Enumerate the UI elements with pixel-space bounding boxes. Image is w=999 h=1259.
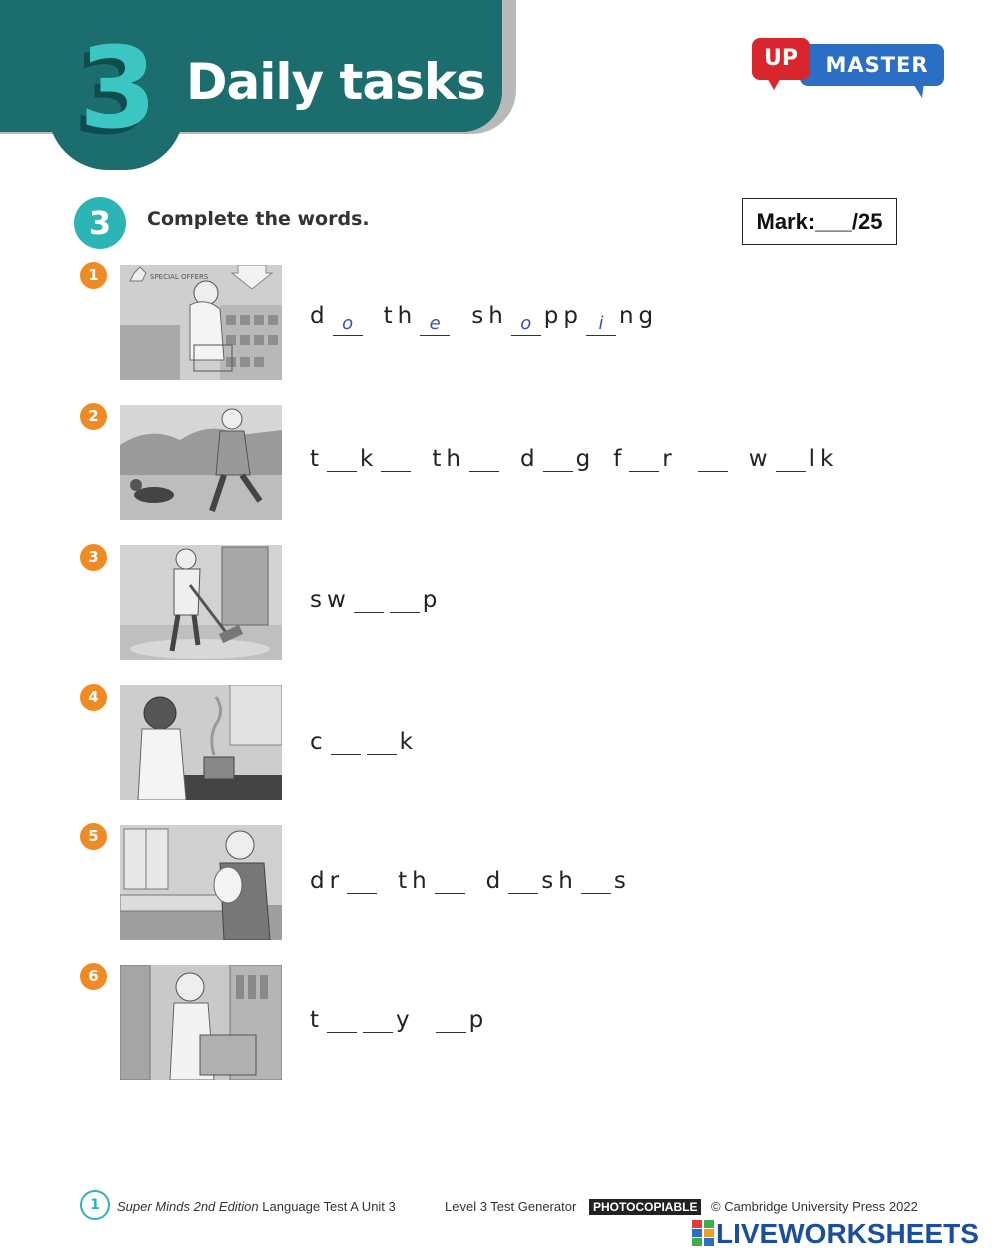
liveworksheets-watermark	[692, 1218, 979, 1250]
answer-gap[interactable]	[381, 445, 411, 472]
up-master-logo	[748, 36, 948, 102]
photocopiable-badge: PHOTOCOPIABLE	[589, 1199, 701, 1215]
letters: th	[432, 446, 466, 472]
answer-gap[interactable]	[629, 445, 659, 472]
answer-gap[interactable]	[581, 867, 611, 894]
page-number: 1	[80, 1190, 110, 1220]
letters: c	[310, 729, 328, 755]
answer-gap[interactable]	[327, 1006, 357, 1033]
answer-gap[interactable]	[363, 1006, 393, 1033]
letters: s	[613, 868, 631, 894]
answer: o	[520, 313, 532, 334]
unit-number: 3	[79, 24, 157, 154]
page-title: Daily tasks	[186, 53, 485, 111]
word-item-3	[310, 586, 442, 613]
liveworksheets-label: LIVEWORKSHEETS	[716, 1218, 979, 1249]
answer-gap[interactable]	[776, 445, 806, 472]
word-item-2	[310, 445, 838, 472]
letters: k	[360, 446, 379, 472]
mark-box[interactable]: Mark:___/25	[742, 198, 897, 245]
logo-master-label: MASTER	[800, 44, 944, 86]
answer-gap[interactable]	[327, 445, 357, 472]
word-item-6	[310, 1006, 488, 1033]
letters: th	[398, 868, 432, 894]
word-item-5	[310, 867, 631, 894]
footer-copyright: © Cambridge University Press 2022	[711, 1199, 918, 1214]
item-number: 3	[80, 544, 107, 571]
footer-generator: Level 3 Test Generator	[445, 1199, 577, 1214]
letters: y	[396, 1007, 415, 1033]
answer-gap[interactable]	[367, 728, 397, 755]
letters: d	[485, 868, 506, 894]
letters: t	[310, 1007, 325, 1033]
item-number: 5	[80, 823, 107, 850]
girl-tidying-up-picture	[120, 965, 282, 1080]
logo-up-label: UP	[752, 38, 810, 80]
answer-gap[interactable]	[420, 309, 450, 336]
answer-gap[interactable]	[543, 445, 573, 472]
answer-gap[interactable]	[435, 867, 465, 894]
answer-gap[interactable]	[331, 728, 361, 755]
special-offers-sign: SPECIAL OFFERS	[150, 273, 209, 281]
answer-gap[interactable]	[698, 445, 728, 472]
answer: e	[429, 313, 441, 334]
letters: th	[383, 303, 418, 329]
letters: lk	[808, 446, 839, 472]
item-number: 4	[80, 684, 107, 711]
answer-gap[interactable]	[586, 309, 616, 336]
letters: w	[748, 446, 773, 472]
letters: f	[613, 446, 627, 472]
footer-book-title: Super Minds 2nd Edition	[117, 1199, 259, 1214]
exercise-instruction: Complete the words.	[147, 208, 370, 230]
letters: g	[575, 446, 596, 472]
footer-book-suffix: Language Test A Unit 3	[262, 1199, 396, 1214]
girl-walking-dog-picture	[120, 405, 282, 520]
footer-book-info	[117, 1199, 396, 1214]
answer-gap[interactable]	[436, 1006, 466, 1033]
word-item-4	[310, 728, 418, 755]
letters: ng	[618, 303, 659, 329]
letters: k	[399, 729, 418, 755]
letters: sh	[471, 303, 508, 329]
logo-master-tail	[912, 82, 924, 98]
answer-gap[interactable]	[333, 309, 363, 336]
letters: p	[422, 587, 443, 613]
letters: t	[310, 446, 325, 472]
answer-gap[interactable]	[469, 445, 499, 472]
girl-shopping-picture	[120, 265, 282, 380]
answer-gap[interactable]	[347, 867, 377, 894]
letters: d	[519, 446, 540, 472]
exercise-number: 3	[74, 197, 126, 249]
letters: dr	[310, 868, 345, 894]
answer-gap[interactable]	[508, 867, 538, 894]
boy-drying-dishes-picture	[120, 825, 282, 940]
letters: pp	[543, 303, 583, 329]
letters: sh	[541, 868, 578, 894]
answer: o	[342, 313, 354, 334]
answer: i	[598, 313, 604, 334]
logo-up-tail	[766, 76, 782, 90]
word-item-1	[310, 303, 658, 336]
answer-gap[interactable]	[390, 586, 420, 613]
letters: d	[310, 303, 330, 329]
answer-gap[interactable]	[511, 309, 541, 336]
item-number: 1	[80, 262, 107, 289]
girl-cooking-picture	[120, 685, 282, 800]
letters: r	[662, 446, 677, 472]
liveworksheets-icon	[692, 1220, 714, 1246]
boy-sweeping-picture	[120, 545, 282, 660]
item-number: 6	[80, 963, 107, 990]
letters: sw	[310, 587, 351, 613]
answer-gap[interactable]	[354, 586, 384, 613]
item-number: 2	[80, 403, 107, 430]
letters: p	[468, 1007, 489, 1033]
